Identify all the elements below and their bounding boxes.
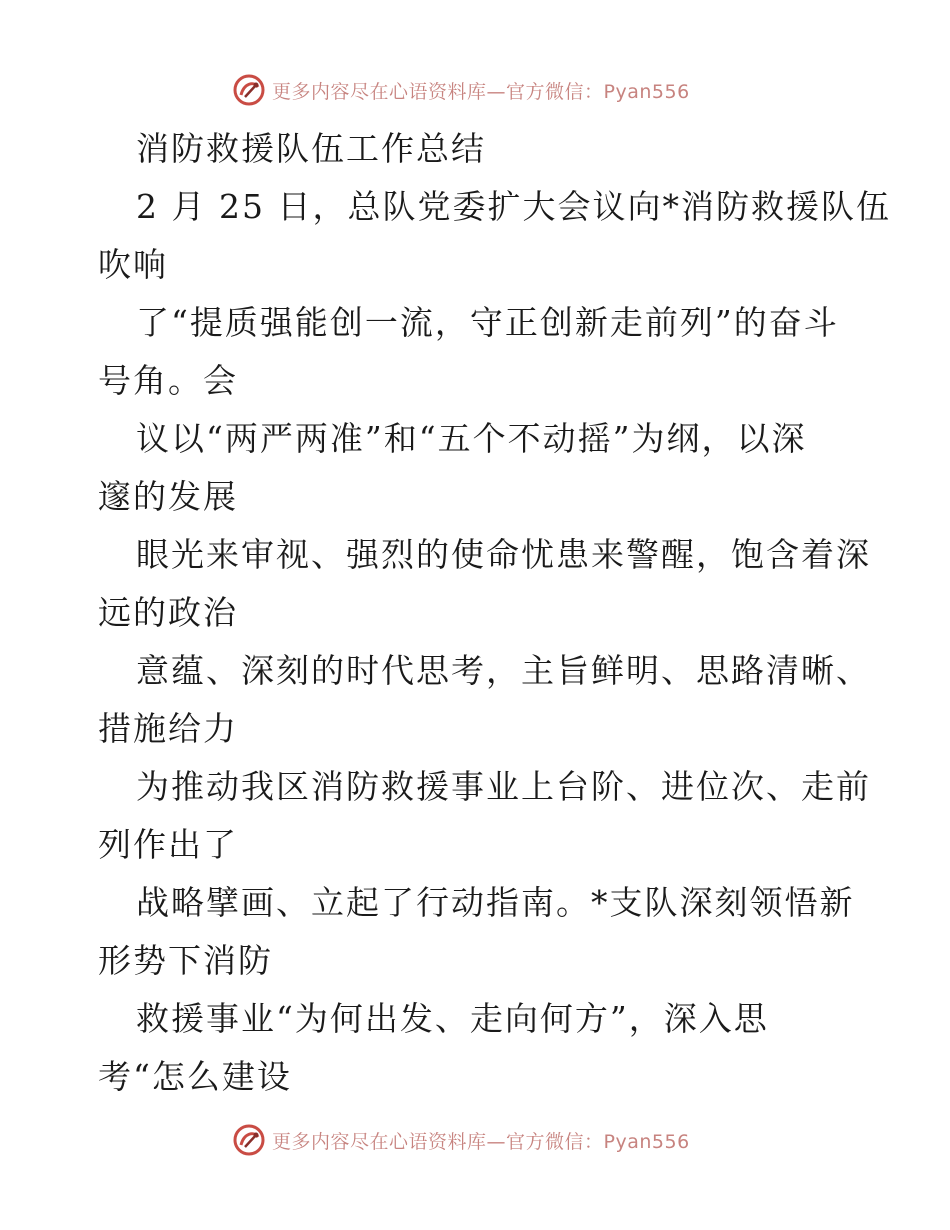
- text-line: 远的政治: [98, 593, 238, 632]
- text-line: 形势下消防: [98, 941, 273, 980]
- text-line: 议以“两严两准”和“五个不动摇”为纲，以深: [136, 419, 807, 458]
- document-body: [98, 120, 891, 1106]
- text-line: 意蕴、深刻的时代思考，主旨鲜明、思路清晰、: [136, 651, 871, 690]
- text-line: 2 月 25 日，总队党委扩大会议向*消防救援队伍: [136, 187, 891, 226]
- red-swirl-logo-icon: [232, 73, 266, 107]
- text-line: 措施给力: [98, 709, 238, 748]
- text-line: 眼光来审视、强烈的使命忧患来警醒，饱含着深: [136, 535, 871, 574]
- footer-banner: [232, 1122, 690, 1158]
- text-line: 列作出了: [98, 825, 238, 864]
- header-banner: [232, 72, 690, 108]
- text-line: 号角。会: [98, 361, 238, 400]
- text-line: 救援事业“为何出发、走向何方”，深入思: [136, 999, 769, 1038]
- footer-banner-text: 更多内容尽在心语资料库—官方微信：Pyan556: [272, 1130, 690, 1153]
- text-line: 吹响: [98, 245, 168, 284]
- red-swirl-logo-icon: [232, 1123, 266, 1157]
- text-line: 邃的发展: [98, 477, 238, 516]
- text-line: 考“怎么建设: [98, 1057, 292, 1096]
- text-line: 战略擘画、立起了行动指南。*支队深刻领悟新: [136, 883, 855, 922]
- header-banner-text: 更多内容尽在心语资料库—官方微信：Pyan556: [272, 80, 690, 103]
- text-line: 了“提质强能创一流，守正创新走前列”的奋斗: [136, 303, 839, 342]
- text-line: 为推动我区消防救援事业上台阶、进位次、走前: [136, 767, 871, 806]
- text-line: 消防救援队伍工作总结: [136, 129, 486, 168]
